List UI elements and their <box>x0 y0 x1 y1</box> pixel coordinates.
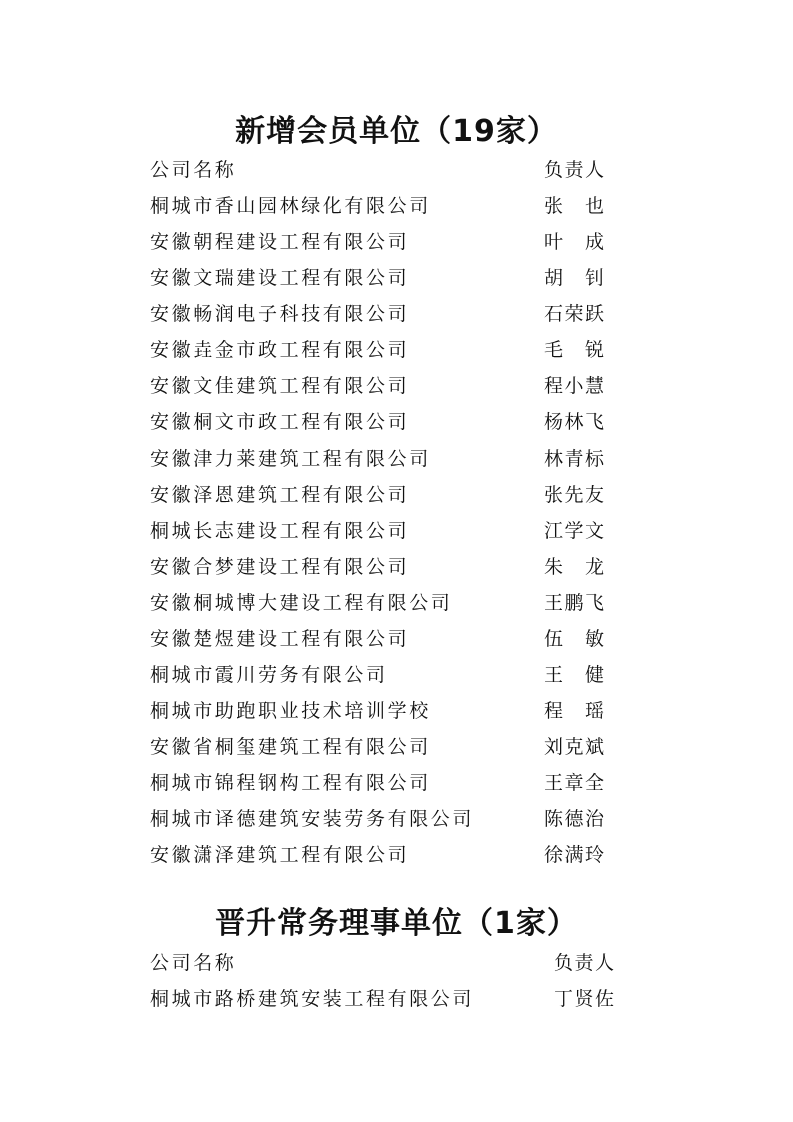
company-name: 安徽文佳建筑工程有限公司 <box>150 375 410 397</box>
person-name: 江学文 <box>544 520 604 542</box>
column-header-company: 公司名称 <box>150 952 237 974</box>
company-name: 安徽津力莱建筑工程有限公司 <box>150 448 431 470</box>
company-name: 桐城市香山园林绿化有限公司 <box>150 195 431 217</box>
company-name: 桐城市霞川劳务有限公司 <box>150 664 388 686</box>
company-name: 安徽畅润电子科技有限公司 <box>150 303 410 325</box>
column-header-person: 负责人 <box>544 159 604 181</box>
person-name: 丁贤佐 <box>554 988 614 1010</box>
person-name: 张 也 <box>544 195 604 217</box>
person-name: 徐满玲 <box>544 844 604 866</box>
company-name: 安徽朝程建设工程有限公司 <box>150 231 410 253</box>
section-title-new-members: 新增会员单位（19家） <box>235 114 558 149</box>
person-name: 胡 钊 <box>544 267 604 289</box>
company-name: 桐城市路桥建筑安装工程有限公司 <box>150 988 475 1010</box>
person-name: 王章全 <box>544 772 604 794</box>
person-name: 程小慧 <box>544 375 604 397</box>
person-name: 张先友 <box>544 484 604 506</box>
company-name: 桐城市助跑职业技术培训学校 <box>150 700 431 722</box>
person-name: 叶 成 <box>544 231 604 253</box>
company-name: 桐城市锦程钢构工程有限公司 <box>150 772 431 794</box>
company-name: 桐城长志建设工程有限公司 <box>150 520 410 542</box>
person-name: 林青标 <box>544 448 604 470</box>
company-name: 安徽文瑞建设工程有限公司 <box>150 267 410 289</box>
column-header-person: 负责人 <box>554 952 614 974</box>
company-name: 安徽楚煜建设工程有限公司 <box>150 628 410 650</box>
company-name: 安徽桐城博大建设工程有限公司 <box>150 592 453 614</box>
section-title-promoted-members: 晋升常务理事单位（1家） <box>215 906 578 941</box>
person-name: 石荣跃 <box>544 303 604 325</box>
person-name: 毛 锐 <box>544 339 604 361</box>
person-name: 朱 龙 <box>544 556 604 578</box>
company-name: 桐城市译德建筑安装劳务有限公司 <box>150 808 475 830</box>
person-name: 王 健 <box>544 664 604 686</box>
person-name: 刘克斌 <box>544 736 604 758</box>
company-name: 安徽垚金市政工程有限公司 <box>150 339 410 361</box>
company-name: 安徽合梦建设工程有限公司 <box>150 556 410 578</box>
company-name: 安徽省桐玺建筑工程有限公司 <box>150 736 431 758</box>
person-name: 杨林飞 <box>544 411 604 433</box>
company-name: 安徽潇泽建筑工程有限公司 <box>150 844 410 866</box>
company-name: 安徽桐文市政工程有限公司 <box>150 411 410 433</box>
person-name: 王鹏飞 <box>544 592 604 614</box>
person-name: 伍 敏 <box>544 628 604 650</box>
company-name: 安徽泽恩建筑工程有限公司 <box>150 484 410 506</box>
person-name: 陈德治 <box>544 808 604 830</box>
column-header-company: 公司名称 <box>150 159 237 181</box>
person-name: 程 瑶 <box>544 700 604 722</box>
